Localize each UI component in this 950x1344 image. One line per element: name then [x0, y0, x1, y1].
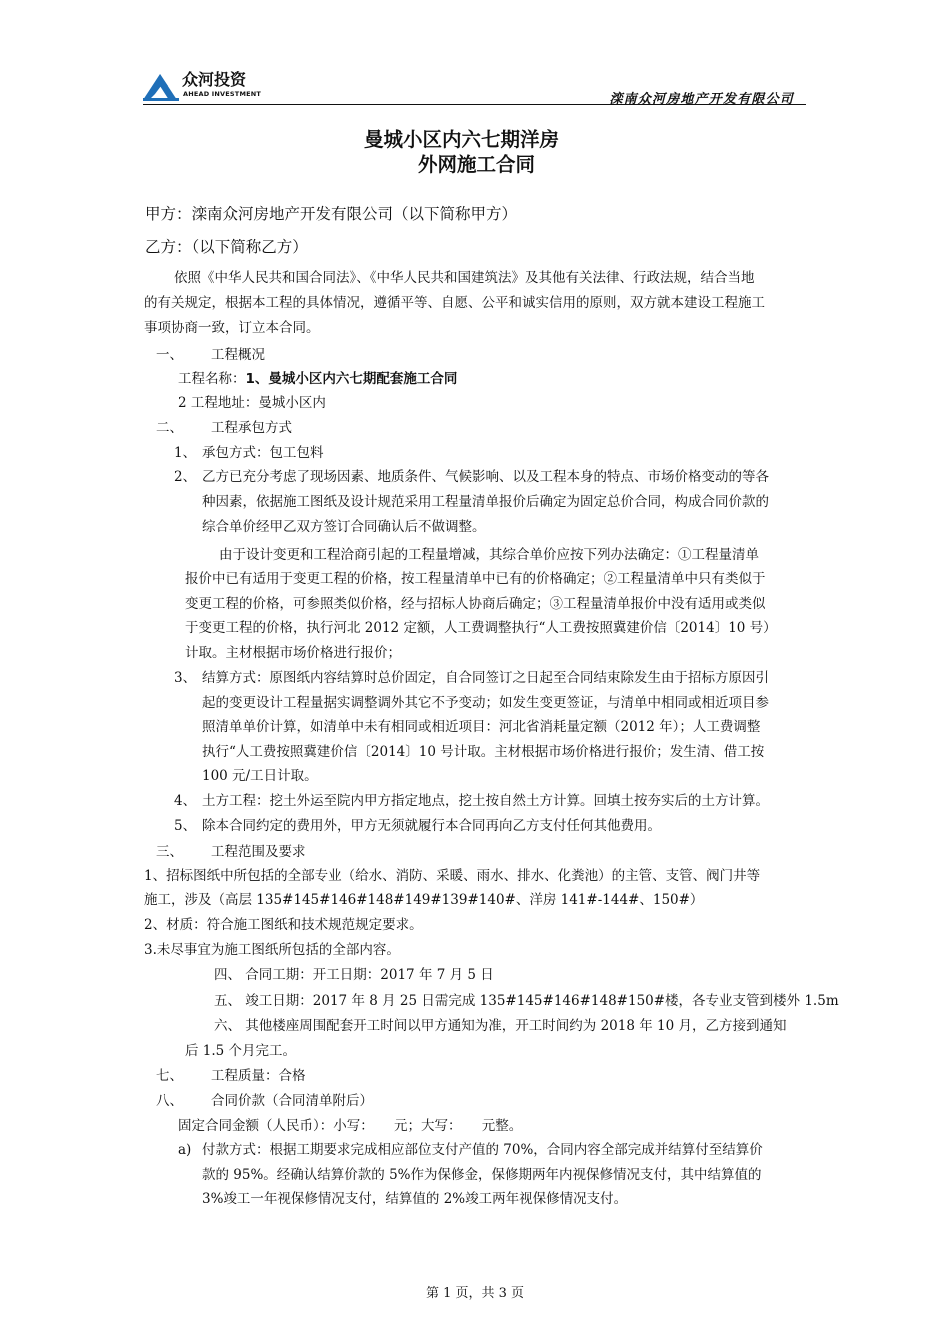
item-number: 4、: [174, 793, 197, 809]
item-text: 综合单价经甲乙双方签订合同确认后不做调整。: [202, 519, 486, 535]
scope-text: 1、招标图纸中所包括的全部专业（给水、消防、采暖、雨水、排水、化粪池）的主管、支管、阀门井等: [144, 868, 761, 884]
item-number: 5、: [174, 818, 197, 834]
item-text: 除本合同约定的费用外，甲方无须就履行本合同再向乙方支付任何其他费用。: [202, 818, 661, 834]
contract-amount: 固定合同金额（人民币）：小写： 元；大写： 元整。: [178, 1118, 523, 1134]
change-text: 由于设计变更和工程洽商引起的工程量增减，其综合单价应按下列办法确定：①工程量清单: [219, 547, 759, 563]
item-number: a): [178, 1142, 192, 1158]
section-number: 七、: [156, 1068, 183, 1084]
other-buildings: 后 1.5 个月完工。: [185, 1043, 297, 1059]
section-title: 工程概况: [211, 347, 265, 363]
scope-text: 施工，涉及（高层 135#145#146#148#149#139#140#、洋房 141#-144#、150#）: [144, 892, 704, 908]
document-title-line2: 外网施工合同: [418, 153, 536, 176]
other-buildings: 六、 其他楼座周围配套开工时间以甲方通知为准，开工时间约为 2018 年 10 月，乙方接到通知: [214, 1018, 787, 1034]
item-text: 100 元/工日计取。: [202, 768, 318, 784]
intro-line: 的有关规定，根据本工程的具体情况，遵循平等、自愿、公平和诚实信用的原则，双方就本建设工程施工: [144, 295, 765, 311]
change-text: 报价中已有适用于变更工程的价格，按工程量清单中已有的价格确定；②工程量清单中只有类似于: [185, 571, 766, 587]
project-name-value: 1、曼城小区内六七期配套施工合同: [245, 371, 458, 387]
document-title-line1: 曼城小区内六七期洋房: [364, 128, 560, 151]
section-title: 工程质量：合格: [211, 1068, 306, 1084]
scope-text: 3.未尽事宜为施工图纸所包括的全部内容。: [144, 942, 400, 958]
section-number: 三、: [156, 844, 183, 860]
logo-subtext: AHEAD INVESTMENT: [183, 90, 262, 98]
section-number: 二、: [156, 420, 183, 436]
item-text: 承包方式：包工包料: [202, 445, 324, 461]
project-address: 2 工程地址：曼城小区内: [178, 395, 326, 411]
payment-text: 款的 95%。经确认结算价款的 5%作为保修金，保修期两年内视保修情况支付，其中结算值的: [202, 1167, 762, 1183]
page-number: 第 1 页，共 3 页: [425, 1286, 525, 1301]
section-title: 合同价款（合同清单附后）: [211, 1093, 373, 1109]
project-name-line: [178, 367, 457, 391]
project-name-label: 工程名称：: [178, 371, 246, 387]
section-title: 工程范围及要求: [211, 844, 306, 860]
item-text: 土方工程：挖土外运至院内甲方指定地点，挖土按自然土方计算。回填土按夯实后的土方计算。: [202, 793, 769, 809]
item-number: 2、: [174, 469, 197, 485]
header-divider: [143, 104, 806, 105]
item-text: 乙方已充分考虑了现场因素、地质条件、气候影响、以及工程本身的特点、市场价格变动的等各: [202, 469, 769, 485]
item-text: 起的变更设计工程量据实调整调外其它不予变动；如发生变更签证，与清单中相同或相近项目参: [202, 695, 769, 711]
change-text: 于变更工程的价格，执行河北 2012 定额，人工费调整执行“人工费按照冀建价信〔2014〕10 号）: [185, 620, 777, 636]
item-text: 种因素，依据施工图纸及设计规范采用工程量清单报价后确定为固定总价合同，构成合同价款的: [202, 494, 769, 510]
logo-text: 众河投资: [182, 70, 247, 89]
item-text: 照清单单价计算，如清单中未有相同或相近项目：河北省消耗量定额（2012 年）；人工费调整: [202, 719, 761, 735]
change-text: 计取。主材根据市场价格进行报价；: [185, 645, 401, 661]
item-text: 执行“人工费按照冀建价信〔2014〕10 号计取。主材根据市场价格进行报价；发生清、借工按: [202, 744, 765, 760]
intro-line: 事项协商一致，订立本合同。: [144, 320, 320, 336]
party-b: 乙方：（以下简称乙方）: [145, 238, 308, 256]
party-a: 甲方：滦南众河房地产开发有限公司（以下简称甲方）: [145, 205, 518, 223]
item-text: 结算方式：原图纸内容结算时总价固定，自合同签订之日起至合同结束除发生由于招标方原因引: [202, 670, 769, 686]
intro-line: 依照《中华人民共和国合同法》、《中华人民共和国建筑法》及其他有关法律、行政法规，结合当地: [174, 270, 755, 286]
item-number: 3、: [174, 670, 197, 686]
section-title: 工程承包方式: [211, 420, 292, 436]
change-text: 变更工程的价格，可参照类似价格，经与招标人协商后确定；③工程量清单报价中没有适用或类似: [185, 596, 766, 612]
payment-text: 付款方式：根据工期要求完成相应部位支付产值的 70%，合同内容全部完成并结算付至结算价: [202, 1142, 763, 1158]
header-company-name: 滦南众河房地产开发有限公司: [609, 92, 794, 107]
scope-text: 2、材质：符合施工图纸和技术规范规定要求。: [144, 917, 423, 933]
contract-period: 四、 合同工期：开工日期：2017 年 7 月 5 日: [214, 967, 494, 983]
payment-text: 3%竣工一年视保修情况支付，结算值的 2%竣工两年视保修情况支付。: [202, 1191, 628, 1207]
section-number: 八、: [156, 1093, 183, 1109]
completion-date: 五、 竣工日期：2017 年 8 月 25 日需完成 135#145#146#148#150#楼，各专业支管到楼外 1.5m: [214, 993, 839, 1009]
item-number: 1、: [174, 445, 197, 461]
section-number: 一、: [156, 347, 183, 363]
